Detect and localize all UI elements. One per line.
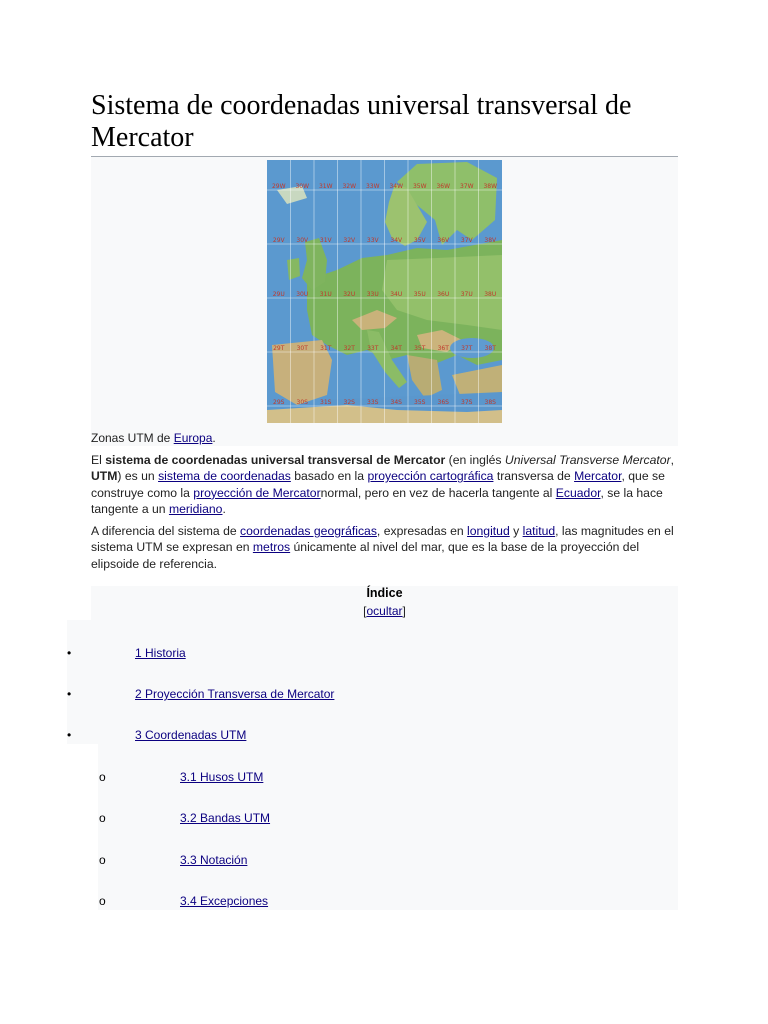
toc-bracket: [	[363, 604, 367, 618]
intro-utm-bold: UTM	[91, 469, 118, 484]
utm-zone-label: 31V	[319, 237, 332, 244]
toc-item-coordenadas-utm[interactable]: 3 Coordenadas UTM	[135, 728, 247, 742]
intro-text: normal, pero en vez de hacerla tangente al	[320, 485, 556, 500]
utm-zone-label: 37V	[460, 237, 473, 244]
utm-zone-label: 36T	[437, 345, 449, 352]
page-title: Sistema de coordenadas universal transversal de Mercator	[91, 90, 632, 153]
utm-zone-label: 31T	[320, 345, 332, 352]
intro-text: ) es un	[117, 469, 159, 484]
second-text: y	[509, 524, 523, 538]
utm-zone-label: 29V	[272, 237, 285, 244]
utm-zone-label: 37W	[459, 183, 474, 190]
utm-zone-label: 35T	[414, 345, 426, 352]
intro-paragraph	[91, 452, 676, 518]
utm-zone-label: 32T	[343, 345, 355, 352]
toc-item-historia[interactable]: 1 Historia	[135, 646, 186, 660]
utm-zone-label: 33W	[365, 183, 380, 190]
link-meridiano[interactable]: meridiano	[168, 502, 223, 517]
link-ecuador[interactable]: Ecuador	[555, 485, 601, 500]
utm-zone-label: 34S	[390, 399, 402, 406]
utm-zone-label: 34W	[389, 183, 404, 190]
link-longitud[interactable]: longitud	[467, 524, 510, 538]
toc-sub-bullet: o	[99, 811, 106, 825]
toc-sublist-background	[98, 744, 678, 910]
link-proyeccion-de-mercator[interactable]: proyección de Mercator	[193, 485, 321, 500]
link-sistema-de-coordenadas[interactable]: sistema de coordenadas	[158, 469, 291, 484]
utm-zone-label: 30T	[296, 345, 308, 352]
utm-zone-label: 30S	[296, 399, 308, 406]
utm-zone-label: 29T	[273, 345, 285, 352]
toc-sub-bullet: o	[99, 770, 106, 784]
intro-text: basado en la	[290, 469, 368, 484]
caption-link-europa[interactable]: Europa	[173, 431, 213, 445]
utm-zone-label: 34T	[390, 345, 402, 352]
toc-header	[91, 586, 678, 620]
utm-zone-label: 36W	[436, 183, 451, 190]
second-text: , expresadas en	[376, 524, 468, 538]
utm-europe-map[interactable]	[267, 160, 502, 423]
toc-item-husos-utm[interactable]: 3.1 Husos UTM	[180, 770, 264, 784]
utm-zone-label: 38S	[484, 399, 496, 406]
utm-zone-label: 38T	[484, 345, 496, 352]
intro-text: , que se construye como la	[91, 469, 665, 500]
intro-text: (en inglés	[445, 453, 505, 467]
utm-zone-label: 33S	[367, 399, 379, 406]
intro-text: El	[91, 453, 106, 467]
toc-bracket: ]	[402, 604, 406, 618]
utm-zone-label: 35U	[413, 291, 426, 298]
utm-zone-label: 38U	[484, 291, 497, 298]
intro-text: .	[222, 502, 226, 517]
intro-text: , se la hace tangente a un	[91, 485, 663, 517]
map-caption	[91, 431, 216, 445]
utm-zone-label: 38V	[484, 237, 497, 244]
utm-zone-label: 30V	[296, 237, 309, 244]
second-paragraph	[91, 523, 676, 572]
toc-toggle	[91, 604, 678, 618]
utm-zone-label: 37T	[461, 345, 473, 352]
toc-item-excepciones[interactable]: 3.4 Excepciones	[180, 894, 269, 908]
toc-bullet: •	[67, 646, 72, 660]
utm-zone-label: 37U	[460, 291, 473, 298]
utm-zone-label: 32W	[342, 183, 357, 190]
utm-zone-label: 36U	[437, 291, 450, 298]
toc-bullet: •	[67, 687, 72, 701]
link-metros[interactable]: metros	[252, 540, 291, 555]
utm-zone-label: 31W	[318, 183, 333, 190]
toc-bullet: •	[67, 728, 72, 742]
toc-item-bandas-utm[interactable]: 3.2 Bandas UTM	[180, 811, 271, 825]
utm-zone-label: 32S	[343, 399, 355, 406]
utm-zone-label: 29S	[273, 399, 285, 406]
caption-prefix: Zonas UTM de	[91, 431, 174, 445]
utm-zone-label: 33U	[366, 291, 379, 298]
link-latitud[interactable]: latitud	[522, 524, 556, 538]
toc-hide-link[interactable]: ocultar	[366, 604, 403, 618]
link-coordenadas-geograficas[interactable]: coordenadas geográficas	[240, 524, 377, 538]
utm-zone-label: 35W	[412, 183, 427, 190]
toc-sub-bullet: o	[99, 894, 106, 908]
second-text: , las magnitudes en el sistema UTM se expresan en	[91, 524, 674, 555]
utm-zone-label: 31U	[319, 291, 332, 298]
second-text: A diferencia del sistema de	[91, 524, 241, 538]
utm-zone-label: 36V	[437, 237, 450, 244]
link-proyeccion-cartografica[interactable]: proyección cartográfica	[367, 469, 494, 484]
intro-text: transversa de	[493, 469, 575, 484]
utm-zone-label: 29W	[271, 183, 286, 190]
utm-zone-label: 30U	[296, 291, 309, 298]
toc-title: Índice	[366, 586, 403, 600]
utm-zone-label: 36S	[437, 399, 449, 406]
toc-item-notacion[interactable]: 3.3 Notación	[180, 853, 248, 867]
utm-zone-label: 33V	[366, 237, 379, 244]
utm-zone-label: 37S	[461, 399, 473, 406]
link-mercator[interactable]: Mercator	[574, 469, 622, 484]
utm-zone-label: 32U	[343, 291, 356, 298]
utm-zone-label: 33T	[367, 345, 379, 352]
utm-zone-label: 34V	[390, 237, 403, 244]
utm-zone-label: 29U	[272, 291, 285, 298]
intro-english-name: Universal Transverse Mercator	[504, 453, 671, 467]
utm-zone-label: 38W	[483, 183, 498, 190]
toc-item-proyeccion-transversa[interactable]: 2 Proyección Transversa de Mercator	[135, 687, 335, 701]
utm-zone-label: 35S	[414, 399, 426, 406]
intro-text: ,	[670, 453, 675, 467]
intro-term-bold: sistema de coordenadas universal transversal de Mercator	[105, 453, 446, 467]
map-figure	[91, 157, 678, 446]
utm-zone-label: 31S	[320, 399, 332, 406]
utm-zone-label: 35V	[413, 237, 426, 244]
toc-list-background	[67, 620, 678, 744]
utm-zone-label: 34U	[390, 291, 403, 298]
map-graphic	[267, 160, 502, 423]
caption-suffix: .	[212, 431, 216, 445]
utm-zone-label: 32V	[343, 237, 356, 244]
toc-sub-bullet: o	[99, 853, 106, 867]
utm-zone-label: 30W	[295, 183, 310, 190]
second-text: únicamente al nivel del mar, que es la base de la proyección del elipsoide de referencia.	[91, 540, 640, 571]
